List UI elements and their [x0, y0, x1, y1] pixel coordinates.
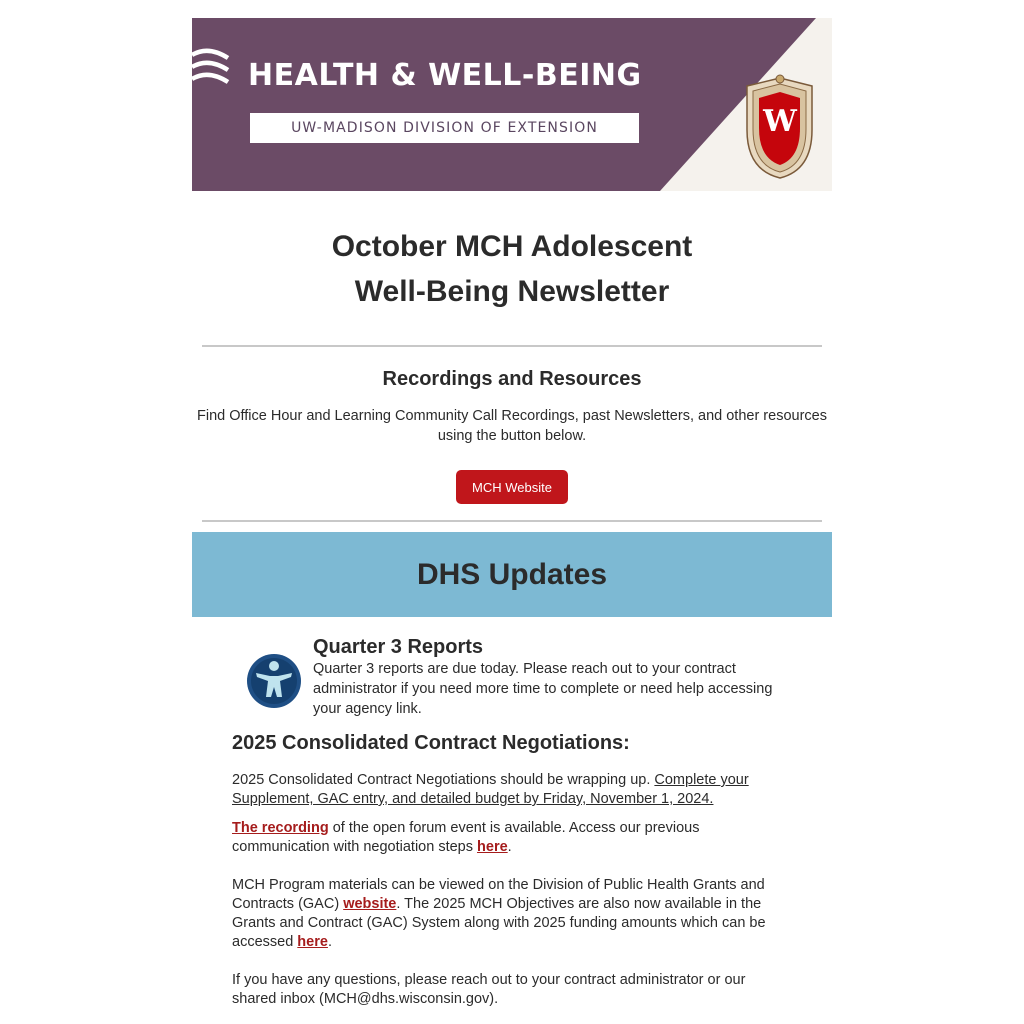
p3-text: MCH Program materials can be viewed on the Division of Public Health Grants and Contracts (GAC): [232, 877, 765, 912]
dhs-updates-title: DHS Updates: [416, 557, 608, 591]
p3-end: .: [327, 934, 332, 950]
p2-end: .: [507, 839, 512, 855]
divider-bottom: [202, 520, 822, 522]
contract-paragraph-1: [232, 771, 792, 809]
banner-title: HEALTH & WELL-BEING: [248, 58, 642, 93]
crest-letter: W: [763, 104, 797, 139]
recording-link[interactable]: The recording: [232, 820, 329, 836]
banner-subtitle: UW-MADISON DIVISION OF EXTENSION: [250, 113, 639, 143]
mch-website-button[interactable]: MCH Website: [456, 470, 568, 504]
quarter-3-heading: Quarter 3 Reports: [313, 636, 484, 658]
divider-top: [202, 345, 822, 347]
dhs-updates-banner: [192, 532, 832, 617]
resources-text: Find Office Hour and Learning Community Call Recordings, past Newsletters, and other resources using the button below.: [197, 408, 827, 444]
p3-text-2: . The 2025 MCH Objectives are also now available in the Grants and Contract (GAC) System along with 2025 funding amounts which can be accessed: [232, 896, 766, 950]
quarter-3-text: Quarter 3 reports are due today. Please reach out to your contract administrator if you need more time to complete or need help accessing your agency link.: [313, 661, 773, 717]
title-line-1: October MCH Adolescent: [331, 230, 693, 263]
title-line-2: Well-Being Newsletter: [354, 275, 670, 308]
gac-website-link[interactable]: website: [343, 896, 397, 912]
dhs-person-logo-icon: [246, 653, 302, 709]
resources-heading: Recordings and Resources: [382, 368, 642, 390]
p4-text: If you have any questions, please reach out to your contract administrator or our shared inbox (MCH@dhs.wisconsin.gov).: [232, 972, 746, 1007]
p2-text: of the open forum event is available. Access our previous communication with negotiation steps: [232, 820, 700, 855]
contract-paragraph-3: [232, 876, 792, 952]
deadline-underlined-text: Complete your Supplement, GAC entry, and detailed budget by Friday, November 1, 2024.: [232, 772, 749, 807]
negotiation-steps-here-link[interactable]: here: [477, 839, 508, 855]
contract-paragraph-4: [232, 971, 792, 1009]
funding-here-link[interactable]: here: [297, 934, 328, 950]
header-banner: [192, 18, 832, 191]
contract-negotiations-heading: 2025 Consolidated Contract Negotiations:: [232, 732, 630, 754]
newsletter-title: [192, 224, 832, 314]
p1-text: 2025 Consolidated Contract Negotiations should be wrapping up.: [232, 772, 655, 788]
contract-paragraph-2: [232, 819, 792, 857]
banner-background: [192, 18, 832, 191]
